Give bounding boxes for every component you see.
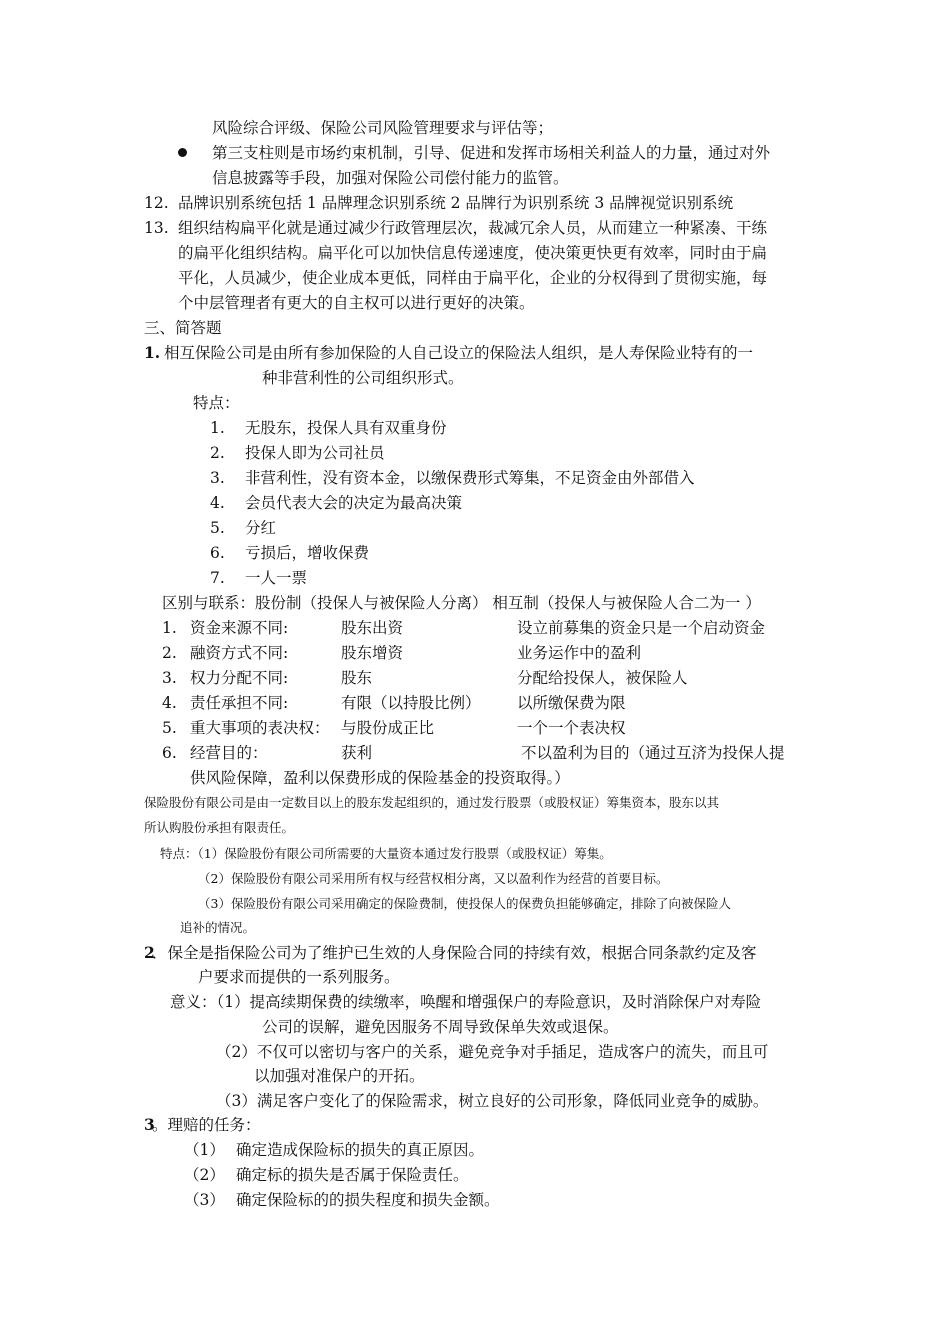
paragraph-line: 风险综合评级、保险公司风险管理要求与评估等； bbox=[212, 119, 554, 137]
small-paragraph-line: （2）保险股份有限公司采用所有权与经营权相分离，又以盈利作为经营的首要目标。 bbox=[198, 871, 669, 886]
paragraph-line: 信息披露等手段，加强对保险公司偿付能力的监管。 bbox=[212, 169, 569, 187]
list-item-number: 6. bbox=[210, 544, 225, 562]
list-item-number: （2） bbox=[184, 1166, 225, 1184]
table-cell-mutual: 不以盈利为目的（通过互济为投保人提 bbox=[521, 744, 785, 762]
paragraph-line: 相互保险公司是由所有参加保险的人自己设立的保险法人组织，是人寿保险业特有的一 bbox=[164, 344, 754, 362]
features-label: 特点： bbox=[193, 394, 240, 412]
list-item-number: 5. bbox=[210, 519, 225, 537]
paragraph-line: 品牌识别系统包括 1 品牌理念识别系统 2 品牌行为识别系统 3 品牌视觉识别系统 bbox=[178, 194, 734, 212]
table-cell-stock: 股东增资 bbox=[341, 644, 404, 662]
list-item-number: 1. bbox=[210, 419, 225, 437]
list-item-number: 7. bbox=[210, 569, 225, 587]
table-cell-mutual: 一个一个表决权 bbox=[517, 719, 626, 737]
table-cell-stock: 有限（以持股比例） bbox=[341, 694, 481, 712]
paragraph-line: 以加强对准保户的开拓。 bbox=[254, 1067, 425, 1085]
table-cell-mutual: 分配给投保人，被保险人 bbox=[517, 669, 688, 687]
table-cell-number: 1. bbox=[162, 619, 177, 637]
table-cell-number: 2. bbox=[162, 644, 177, 662]
small-paragraph-line: 保险股份有限公司是由一定数目以上的股东发起组织的，通过发行股票（或股权证）筹集资本，股东以其 bbox=[144, 795, 720, 810]
question-number: 3 bbox=[144, 1115, 155, 1134]
table-cell-key: 融资方式不同: bbox=[190, 644, 289, 662]
table-cell-mutual: 以所缴保费为限 bbox=[517, 694, 626, 712]
paragraph-line: （2）不仅可以密切与客户的关系，避免竞争对手插足，造成客户的流失，而且可 bbox=[216, 1043, 769, 1061]
table-cell-stock: 股东出资 bbox=[341, 619, 404, 637]
small-paragraph-line: （3）保险股份有限公司采用确定的保险费制，使投保人的保费负担能够确定，排除了向被保险人 bbox=[198, 896, 731, 911]
table-cell-number: 3. bbox=[162, 669, 177, 687]
table-cell-stock: 与股份成正比 bbox=[341, 719, 435, 737]
table-cell-stock: 股东 bbox=[341, 669, 373, 687]
paragraph-line: ．保全是指保险公司为了维护已生效的人身保险合同的持续有效，根据合同条款约定及客 bbox=[152, 944, 757, 962]
list-item-number: （3） bbox=[184, 1191, 225, 1209]
table-cell-key: 重大事项的表决权： bbox=[190, 719, 330, 737]
paragraph-line: 组织结构扁平化就是通过减少行政管理层次，裁减冗余人员，从而建立一种紧凑、干练 bbox=[178, 219, 768, 237]
table-cell-number: 5. bbox=[162, 719, 177, 737]
paragraph-line: （3）满足客户变化了的保险需求，树立良好的公司形象，降低同业竞争的威胁。 bbox=[216, 1092, 769, 1110]
question-number: 1. bbox=[144, 343, 161, 362]
list-item-number: 2. bbox=[210, 444, 225, 462]
list-item: 分红 bbox=[245, 519, 277, 537]
list-item: 确定保险标的的损失程度和损失金额。 bbox=[236, 1191, 500, 1209]
small-paragraph-line: 特点：（1）保险股份有限公司所需要的大量资本通过发行股票（或股权证）筹集。 bbox=[160, 846, 612, 861]
paragraph-line: 的扁平化组织结构。扁平化可以加快信息传递速度，使决策更快更有效率，同时由于扁 bbox=[178, 244, 768, 262]
list-item: 会员代表大会的决定为最高决策 bbox=[245, 494, 463, 512]
compare-header: 区别与联系：股份制（投保人与被保险人分离） 相互制（投保人与被保险人合二为一 ） bbox=[162, 594, 761, 612]
list-item: 非营利性，没有资本金，以缴保费形式筹集，不足资金由外部借入 bbox=[245, 469, 695, 487]
paragraph-line: 意义：（1）提高续期保费的续缴率，唤醒和增强保户的寿险意识，及时消除保户对寿险 bbox=[170, 993, 762, 1011]
list-item: 一人一票 bbox=[245, 569, 308, 587]
table-cell-key: 责任承担不同: bbox=[190, 694, 289, 712]
item-number: 13. bbox=[144, 219, 169, 237]
paragraph-line: 公司的误解，避免因服务不周导致保单失效或退保。 bbox=[262, 1018, 619, 1036]
table-cell-key: 权力分配不同: bbox=[190, 669, 289, 687]
table-cell-stock: 获利 bbox=[341, 744, 373, 762]
question-number: 2 bbox=[144, 943, 155, 962]
list-item: 投保人即为公司社员 bbox=[245, 444, 385, 462]
table-cell-key: 经营目的： bbox=[190, 744, 268, 762]
list-item: 亏损后，增收保费 bbox=[245, 544, 370, 562]
paragraph-line: 户要求而提供的一系列服务。 bbox=[198, 968, 400, 986]
list-item: 确定标的损失是否属于保险责任。 bbox=[236, 1166, 469, 1184]
paragraph-line: 。理赔的任务： bbox=[152, 1116, 261, 1134]
list-item: 无股东，投保人具有双重身份 bbox=[245, 419, 447, 437]
paragraph-line: 个中层管理者有更大的自主权可以进行更好的决策。 bbox=[178, 294, 535, 312]
item-number: 12. bbox=[144, 194, 169, 212]
section-title: 三、简答题 bbox=[144, 319, 222, 337]
paragraph-line: 平化，人员减少，使企业成本更低，同样由于扁平化，企业的分权得到了贯彻实施，每 bbox=[178, 269, 768, 287]
list-item: 确定造成保险标的损失的真正原因。 bbox=[236, 1141, 485, 1159]
table-cell-number: 6. bbox=[162, 744, 177, 762]
table-cell-mutual: 设立前募集的资金只是一个启动资金 bbox=[517, 619, 766, 637]
paragraph-line: 种非营利性的公司组织形式。 bbox=[262, 369, 464, 387]
list-item-number: 3. bbox=[210, 469, 225, 487]
paragraph-line: 供风险保障，盈利以保费形成的保险基金的投资取得。） bbox=[190, 769, 570, 787]
bullet-icon bbox=[178, 148, 187, 157]
table-cell-mutual: 业务运作中的盈利 bbox=[517, 644, 642, 662]
small-paragraph-line: 所认购股份承担有限责任。 bbox=[144, 820, 295, 835]
table-cell-key: 资金来源不同: bbox=[190, 619, 289, 637]
paragraph-line: 第三支柱则是市场约束机制，引导、促进和发挥市场相关利益人的力量，通过对外 bbox=[212, 144, 771, 162]
list-item-number: （1） bbox=[184, 1141, 225, 1159]
small-paragraph-line: 追补的情况。 bbox=[180, 920, 256, 935]
table-cell-number: 4. bbox=[162, 694, 177, 712]
list-item-number: 4. bbox=[210, 494, 225, 512]
